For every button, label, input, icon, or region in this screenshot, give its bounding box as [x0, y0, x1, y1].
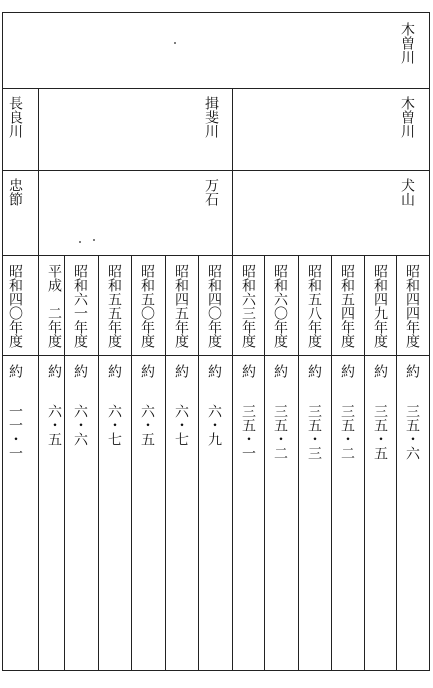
year-cell: 昭和四九年度: [372, 264, 388, 348]
year-cell: 平成 二年度: [46, 264, 62, 348]
year-cell: 昭和四四年度: [404, 264, 420, 348]
column-separator: [64, 255, 65, 671]
column-separator: [364, 255, 365, 671]
table-bottom-border: [2, 670, 430, 671]
column-separator: [131, 255, 132, 671]
table-left-border: [2, 12, 3, 671]
rule-kiso-group: [232, 88, 233, 671]
station-label-mangoku: 万石: [203, 178, 219, 206]
value-cell: 三五・六: [404, 404, 420, 460]
approx-label: 約: [46, 364, 62, 378]
river-label-nagara: 長良川: [7, 96, 23, 138]
table-top-border: [2, 12, 430, 13]
scan-speck: [93, 239, 95, 241]
approx-label: 約: [372, 364, 388, 378]
approx-label: 約: [306, 364, 322, 378]
rule-year-row: [2, 255, 430, 256]
value-cell: 一一・一: [7, 404, 23, 460]
approx-label: 約: [206, 364, 222, 378]
river-label-ibi: 揖斐川: [203, 96, 219, 138]
value-cell: 六・七: [173, 404, 189, 446]
value-cell: 三五・二: [272, 404, 288, 460]
approx-label: 約: [404, 364, 420, 378]
column-separator: [396, 255, 397, 671]
river-label-kiso: 木曽川: [399, 96, 415, 138]
scan-speck: [79, 241, 81, 243]
year-cell: 昭和六三年度: [240, 264, 256, 348]
approx-label: 約: [339, 364, 355, 378]
year-cell: 昭和五八年度: [306, 264, 322, 348]
river-label-kiso-top: 木曽川: [399, 22, 415, 64]
value-cell: 六・五: [46, 404, 62, 446]
year-cell: 昭和五四年度: [339, 264, 355, 348]
approx-label: 約: [106, 364, 122, 378]
approx-label: 約: [173, 364, 189, 378]
rule-value-row: [2, 355, 430, 356]
table-right-border: [429, 12, 430, 671]
year-cell: 昭和四〇年度: [7, 264, 23, 348]
value-cell: 三五・三: [306, 404, 322, 460]
column-separator: [98, 255, 99, 671]
approx-label: 約: [240, 364, 256, 378]
year-cell: 昭和六一年度: [72, 264, 88, 348]
approx-label: 約: [72, 364, 88, 378]
approx-label: 約: [7, 364, 23, 378]
value-cell: 六・六: [72, 404, 88, 446]
value-cell: 六・九: [206, 404, 222, 446]
approx-label: 約: [272, 364, 288, 378]
year-cell: 昭和五〇年度: [139, 264, 155, 348]
year-cell: 昭和五五年度: [106, 264, 122, 348]
year-cell: 昭和六〇年度: [272, 264, 288, 348]
station-label-chusetsu: 忠節: [7, 178, 23, 206]
column-separator: [165, 255, 166, 671]
rule-river-row: [2, 88, 430, 89]
value-cell: 三五・二: [339, 404, 355, 460]
column-separator: [331, 255, 332, 671]
year-cell: 昭和四五年度: [173, 264, 189, 348]
column-separator: [264, 255, 265, 671]
column-separator: [298, 255, 299, 671]
value-cell: 三五・五: [372, 404, 388, 460]
column-separator: [198, 255, 199, 671]
station-label-inuyama: 犬山: [399, 178, 415, 206]
year-cell: 昭和四〇年度: [206, 264, 222, 348]
value-cell: 三五・一: [240, 404, 256, 460]
value-cell: 六・五: [139, 404, 155, 446]
scan-speck: [174, 42, 176, 44]
rule-ibi-nagara: [38, 88, 39, 671]
rule-station-row: [2, 170, 430, 171]
value-cell: 六・七: [106, 404, 122, 446]
approx-label: 約: [139, 364, 155, 378]
